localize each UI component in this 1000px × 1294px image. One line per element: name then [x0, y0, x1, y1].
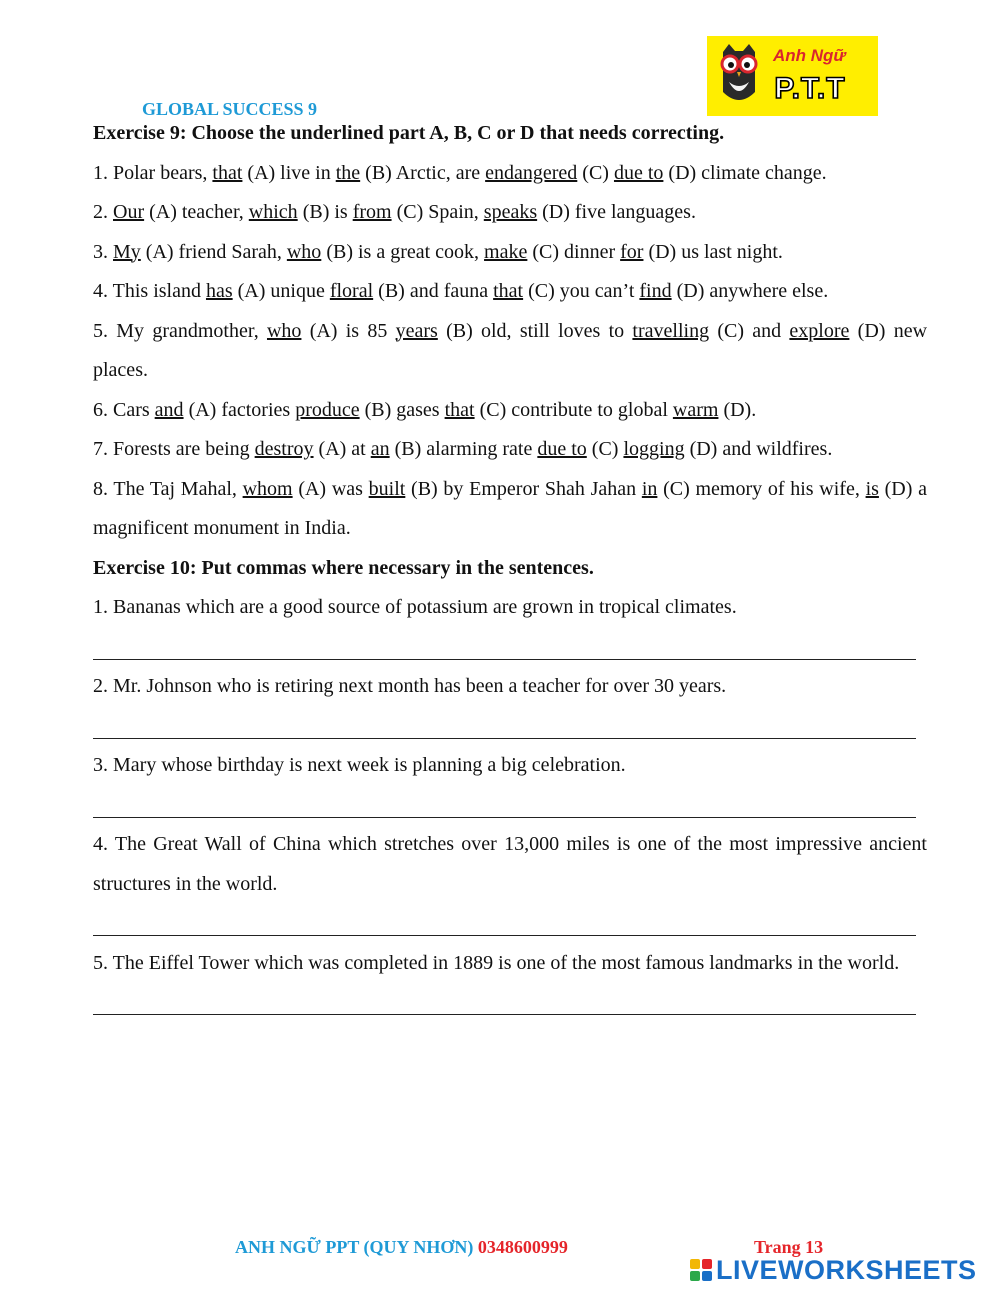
underlined-option[interactable]: speaks	[483, 201, 538, 223]
exercise-9-title: Exercise 9: Choose the underlined part A, B, C or D that needs correcting.	[93, 122, 725, 144]
underlined-option[interactable]: the	[335, 161, 361, 184]
question-text: (C)	[586, 438, 624, 460]
exercise-9-list	[93, 154, 927, 549]
underlined-option[interactable]: floral	[329, 280, 374, 302]
question-text: 5. My grandmother,	[93, 319, 267, 342]
exercise-9-question	[93, 272, 927, 312]
underlined-option[interactable]: that	[493, 280, 524, 302]
exercise-9-question	[93, 391, 927, 431]
underlined-option[interactable]: explore	[789, 319, 850, 342]
exercise-9-question	[93, 312, 927, 391]
underlined-option[interactable]: from	[352, 201, 392, 223]
question-text: (D) anywhere else.	[671, 280, 829, 302]
liveworksheets-wordmark: LIVEWORKSHEETS	[716, 1254, 977, 1285]
underlined-option[interactable]: for	[620, 240, 644, 263]
question-text: (A) is 85	[301, 319, 396, 342]
underlined-option[interactable]: make	[484, 240, 528, 263]
question-text: (D) a magnificent monument in India.	[93, 477, 928, 539]
question-text: 8. The Taj Mahal,	[93, 477, 243, 500]
question-text: (C) memory of his wife,	[657, 477, 866, 500]
underlined-option[interactable]: whom	[242, 477, 293, 500]
page-number: Trang 13	[754, 1237, 824, 1257]
exercise-9-question	[93, 430, 927, 470]
underlined-option[interactable]: has	[205, 280, 233, 302]
answer-underline	[93, 738, 916, 740]
exercise-9-question	[93, 233, 927, 273]
underlined-option[interactable]: and	[154, 398, 184, 421]
underlined-option[interactable]: Our	[113, 201, 145, 223]
underlined-option[interactable]: find	[639, 280, 672, 302]
underlined-option[interactable]: in	[641, 477, 658, 500]
question-text: (C) Spain,	[391, 201, 484, 223]
logo-top-text: Anh Ngữ	[773, 46, 846, 65]
question-text: (D) five languages.	[537, 201, 696, 223]
question-text: (A) at	[313, 438, 371, 460]
question-text: (D) new places.	[93, 319, 928, 381]
question-text: (B) is a great cook,	[321, 240, 485, 263]
exercise-10-sentence: 2. Mr. Johnson who is retiring next month has been a teacher for over 30 years.	[93, 675, 727, 697]
answer-underline	[93, 935, 916, 937]
question-text: (D) and wildfires.	[684, 438, 833, 460]
question-text: (C)	[577, 161, 614, 184]
question-text: (B) gases	[359, 398, 445, 421]
question-text: 3.	[93, 240, 113, 263]
question-text: (D) us last night.	[643, 240, 783, 263]
question-text: (D).	[718, 398, 757, 421]
answer-underline	[93, 817, 916, 819]
exercise-10-list	[93, 588, 927, 1023]
underlined-option[interactable]: an	[370, 438, 390, 460]
underlined-option[interactable]: which	[248, 201, 298, 223]
answer-line[interactable]	[93, 983, 927, 1023]
answer-line[interactable]	[93, 786, 927, 826]
underlined-option[interactable]: years	[395, 319, 438, 342]
answer-underline	[93, 659, 916, 661]
footer-contact	[235, 1237, 568, 1258]
logo-main-text: P.T.T	[774, 72, 846, 105]
answer-line[interactable]	[93, 904, 927, 944]
underlined-option[interactable]: due to	[613, 161, 664, 184]
underlined-option[interactable]: that	[212, 161, 243, 184]
question-text: (C) and	[709, 319, 790, 342]
exercise-10-title: Exercise 10: Put commas where necessary in the sentences.	[93, 556, 594, 579]
underlined-option[interactable]: travelling	[632, 319, 710, 342]
underlined-option[interactable]: endangered	[485, 161, 578, 184]
exercise-10-sentence: 1. Bananas which are a good source of potassium are grown in tropical climates.	[93, 596, 737, 618]
underlined-option[interactable]: warm	[672, 398, 719, 421]
question-text: (A) live in	[242, 161, 336, 184]
brand-logo	[707, 36, 878, 116]
exercise-9-question	[93, 193, 927, 233]
footer-center-name: ANH NGỮ PPT (QUY NHƠN)	[235, 1237, 478, 1257]
worksheet-content	[93, 114, 927, 1023]
question-text: (C) you can’t	[523, 280, 640, 302]
question-text: (B) by Emperor Shah Jahan	[405, 477, 642, 500]
underlined-option[interactable]: who	[286, 240, 322, 263]
worksheet-series-label: GLOBAL SUCCESS 9	[142, 99, 318, 119]
question-text: (A) was	[292, 477, 369, 500]
exercise-10-sentence: 4. The Great Wall of China which stretches over 13,000 miles is one of the most impressive ancient structures in the world.	[93, 833, 927, 895]
underlined-option[interactable]: who	[266, 319, 302, 342]
question-text: (B) alarming rate	[389, 438, 538, 460]
question-text: 4. This island	[93, 280, 206, 302]
question-text: 1. Polar bears,	[93, 161, 213, 184]
underlined-option[interactable]: due to	[537, 438, 587, 460]
question-text: (B) and fauna	[373, 280, 494, 302]
question-text: (D) climate change.	[663, 161, 827, 184]
question-text: (A) teacher,	[144, 201, 249, 223]
answer-line[interactable]	[93, 628, 927, 668]
question-text: (C) dinner	[527, 240, 621, 263]
underlined-option[interactable]: logging	[623, 438, 685, 460]
question-text: (C) contribute to global	[474, 398, 673, 421]
underlined-option[interactable]: destroy	[254, 438, 314, 460]
question-text: 6. Cars	[93, 398, 155, 421]
question-text: 2.	[93, 201, 113, 223]
exercise-9-question	[93, 470, 927, 549]
underlined-option[interactable]: produce	[295, 398, 360, 421]
footer-phone: 0348600999	[477, 1237, 568, 1257]
answer-line[interactable]	[93, 707, 927, 747]
underlined-option[interactable]: is	[865, 477, 879, 500]
question-text: (A) friend Sarah,	[140, 240, 287, 263]
exercise-10-sentence: 5. The Eiffel Tower which was completed in 1889 is one of the most famous landmarks in the world.	[93, 951, 900, 974]
liveworksheets-watermark	[690, 1255, 977, 1285]
question-text: (A) unique	[232, 280, 330, 302]
liveworksheets-logo-icon	[690, 1259, 712, 1281]
underlined-option[interactable]: built	[368, 477, 406, 500]
question-text: (B) Arctic, are	[360, 161, 486, 184]
question-text: (B) is	[297, 201, 353, 223]
answer-underline	[93, 1014, 916, 1016]
question-text: (A) factories	[183, 398, 296, 421]
question-text: (B) old, still loves to	[437, 319, 633, 342]
exercise-10-sentence: 3. Mary whose birthday is next week is planning a big celebration.	[93, 754, 626, 776]
underlined-option[interactable]: My	[113, 240, 141, 263]
underlined-option[interactable]: that	[444, 398, 475, 421]
question-text: 7. Forests are being	[93, 438, 255, 460]
exercise-9-question	[93, 154, 927, 194]
